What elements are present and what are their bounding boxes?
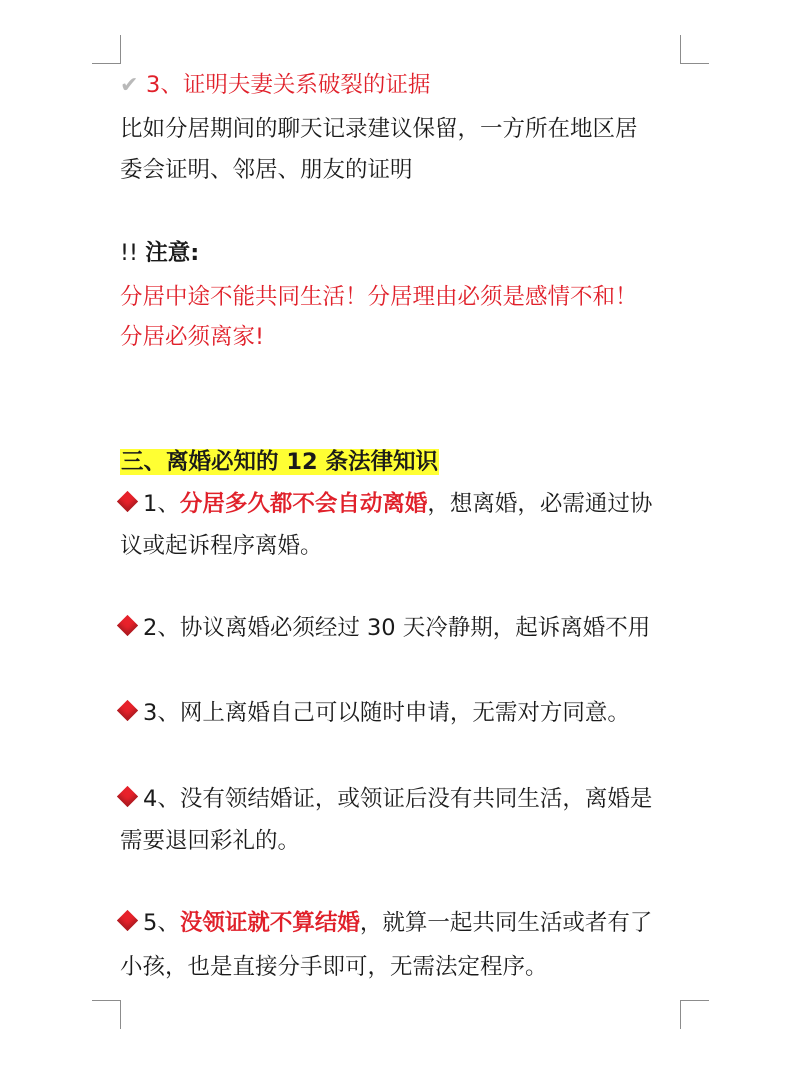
section-three-title-text: 三、离婚必知的 12 条法律知识	[121, 449, 438, 475]
list-item-5-line-2: 小孩，也是直接分手即可，无需法定程序。	[120, 954, 548, 980]
list-item-4	[114, 784, 652, 814]
list-item-5	[114, 908, 652, 938]
section-three-title	[120, 447, 439, 477]
list-item-1-line-2: 议或起诉程序离婚。	[120, 533, 323, 559]
evidence-body-line-2: 委会证明、邻居、朋友的证明	[120, 157, 413, 183]
red-diamond-icon	[117, 615, 138, 636]
page-corner-mark-top-left	[92, 35, 121, 64]
page-corner-mark-bottom-right	[680, 1000, 709, 1029]
list-item-1-text: ，想离婚，必需通过协	[427, 491, 653, 517]
evidence-body-line-1: 比如分居期间的聊天记录建议保留，一方所在地区居	[120, 116, 638, 142]
evidence-heading-text: 3、证明夫妻关系破裂的证据	[146, 72, 431, 98]
note-marker: !!	[120, 240, 139, 266]
note-heading	[120, 238, 199, 268]
note-line-2: 分居必须离家!	[120, 324, 265, 350]
note-line-1: 分居中途不能共同生活！分居理由必须是感情不和！	[120, 284, 638, 310]
list-item-2	[114, 613, 650, 643]
list-item-5-highlight: 没领证就不算结婚	[179, 910, 360, 936]
list-item-1-highlight: 分居多久都不会自动离婚	[179, 491, 428, 517]
red-diamond-icon	[117, 700, 138, 721]
list-item-5-number: 5、	[143, 910, 180, 936]
list-item-4-line-2: 需要退回彩礼的。	[120, 828, 301, 854]
list-item-4-number: 4、	[143, 786, 180, 812]
list-item-2-text: 协议离婚必须经过 30 天冷静期，起诉离婚不用	[179, 615, 651, 641]
list-item-1	[114, 489, 652, 519]
page-corner-mark-top-right	[680, 35, 709, 64]
note-label: 注意:	[145, 240, 200, 266]
check-mark-icon: ✔	[120, 73, 139, 98]
list-item-2-number: 2、	[143, 615, 180, 641]
page-corner-mark-bottom-left	[92, 1000, 121, 1029]
list-item-5-text: ，就算一起共同生活或者有了	[359, 910, 653, 936]
red-diamond-icon	[117, 491, 138, 512]
list-item-3-text: 网上离婚自己可以随时申请，无需对方同意。	[179, 700, 630, 726]
red-diamond-icon	[117, 786, 138, 807]
list-item-4-text: 没有领结婚证，或领证后没有共同生活，离婚是	[179, 786, 653, 812]
evidence-heading	[120, 70, 430, 101]
red-diamond-icon	[117, 910, 138, 931]
list-item-3-number: 3、	[143, 700, 180, 726]
list-item-3	[114, 698, 630, 728]
list-item-1-number: 1、	[143, 491, 180, 517]
